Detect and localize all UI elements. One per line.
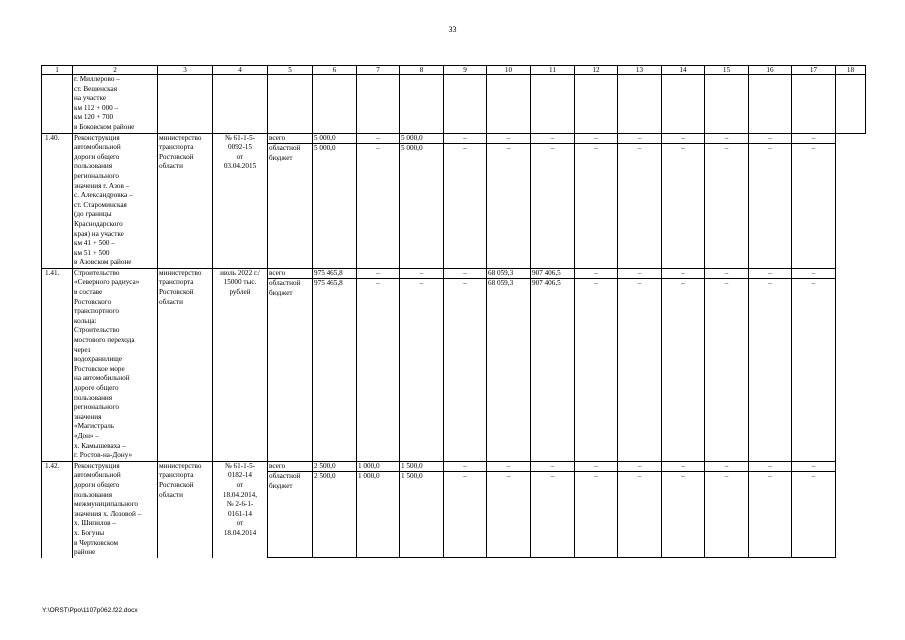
object-name-line: Строительство bbox=[74, 268, 120, 277]
table-row bbox=[42, 133, 866, 144]
object-name-line: на участке bbox=[74, 94, 107, 103]
column-number: 10 bbox=[487, 66, 531, 75]
document-ref-line: 03.04.2015 bbox=[223, 162, 257, 171]
amount-cell: 1 000,0 bbox=[357, 472, 400, 558]
amount-cell: 5 000,0 bbox=[400, 133, 444, 144]
document-ref-line: 0092-15 bbox=[228, 143, 252, 152]
object-name-line: «Дон» – bbox=[74, 431, 99, 440]
column-number: 16 bbox=[749, 66, 792, 75]
amount-cell: – bbox=[705, 144, 749, 269]
empty-cell bbox=[575, 75, 618, 134]
amount-cell: – bbox=[749, 144, 792, 269]
amount-cell: – bbox=[749, 461, 792, 472]
amount-cell: – bbox=[749, 279, 792, 461]
object-name-line: в Чертковском bbox=[74, 538, 119, 547]
amount-cell: – bbox=[618, 133, 662, 144]
document-ref-line: 0161-14 bbox=[228, 509, 252, 518]
column-number: 2 bbox=[73, 66, 158, 75]
object-name-line: Реконструкция bbox=[74, 461, 120, 470]
document-ref-line: 18.04.2014, bbox=[222, 490, 258, 499]
executor-line: транспорта bbox=[159, 471, 194, 480]
empty-cell bbox=[158, 75, 213, 134]
executor-line: транспорта bbox=[159, 143, 194, 152]
amount-cell: – bbox=[705, 268, 749, 279]
continuation-row bbox=[42, 75, 866, 134]
object-name-line: значения bbox=[74, 412, 102, 421]
executor-line: транспорта bbox=[159, 278, 194, 287]
amount-cell: 1 500,0 bbox=[400, 472, 444, 558]
amount-cell: – bbox=[487, 144, 531, 269]
amount-cell: – bbox=[618, 268, 662, 279]
document-ref-line: 18.04.2014 bbox=[223, 528, 257, 537]
funding-source bbox=[268, 461, 313, 472]
document-ref-line: от bbox=[236, 519, 244, 528]
object-name-line: регионального bbox=[74, 403, 119, 412]
amount-cell: 5 000,0 bbox=[313, 133, 357, 144]
empty-cell bbox=[662, 75, 705, 134]
object-name-line: (до границы bbox=[74, 210, 112, 219]
funding-source-line: бюджет bbox=[269, 153, 293, 162]
amount-cell: 975 465,8 bbox=[313, 268, 357, 279]
object-name-line: значения х. Лозовой – bbox=[74, 509, 142, 518]
document-ref-line: от bbox=[236, 152, 244, 161]
object-name-line: водохранилище bbox=[74, 355, 123, 364]
empty-cell bbox=[531, 75, 575, 134]
executor-line: Ростовской bbox=[159, 288, 194, 297]
document-ref-line: 0182-14 bbox=[228, 471, 252, 480]
amount-cell: – bbox=[575, 268, 618, 279]
object-name-line: края) на участке bbox=[74, 229, 124, 238]
amount-cell: – bbox=[400, 279, 444, 461]
object-name-line: с. Александровка – bbox=[74, 191, 133, 200]
amount-cell: – bbox=[705, 472, 749, 558]
amount-cell: – bbox=[575, 472, 618, 558]
amount-cell: – bbox=[487, 461, 531, 472]
empty-cell bbox=[400, 75, 444, 134]
object-name-line: в составе bbox=[74, 288, 103, 297]
executor bbox=[158, 461, 213, 557]
executor-line: Ростовской bbox=[159, 152, 194, 161]
column-number: 6 bbox=[313, 66, 357, 75]
amount-cell: – bbox=[792, 279, 836, 461]
column-number: 17 bbox=[792, 66, 836, 75]
amount-cell: 5 000,0 bbox=[400, 144, 444, 269]
amount-cell: 1 000,0 bbox=[357, 461, 400, 472]
column-number-row bbox=[42, 66, 866, 75]
executor bbox=[158, 268, 213, 461]
amount-cell: – bbox=[531, 472, 575, 558]
object-name-line: через bbox=[74, 345, 91, 354]
funding-source-line: всего bbox=[269, 461, 286, 470]
object-name-line: в Боковском районе bbox=[74, 122, 135, 131]
object-name-line: км 51 + 500 bbox=[74, 248, 110, 257]
amount-cell: 907 406,5 bbox=[531, 268, 575, 279]
empty-cell bbox=[705, 75, 749, 134]
empty-cell bbox=[444, 75, 487, 134]
amount-cell: 68 059,3 bbox=[487, 268, 531, 279]
executor-line: министерство bbox=[159, 268, 202, 277]
object-name-line: в Азовском районе bbox=[74, 258, 132, 267]
amount-cell: – bbox=[400, 268, 444, 279]
column-number: 8 bbox=[400, 66, 444, 75]
empty-cell bbox=[749, 75, 792, 134]
amount-cell: – bbox=[662, 144, 705, 269]
object-name-line: значения г. Азов – bbox=[74, 181, 130, 190]
document-ref-line: от bbox=[236, 480, 244, 489]
amount-cell: 68 059,3 bbox=[487, 279, 531, 461]
program-table bbox=[41, 65, 866, 558]
column-number: 5 bbox=[268, 66, 313, 75]
amount-cell: – bbox=[357, 144, 400, 269]
object-name-line: ст. Староминская bbox=[74, 200, 127, 209]
empty-cell bbox=[357, 75, 400, 134]
amount-cell: 2 500,0 bbox=[313, 461, 357, 472]
object-name-line: дороге общего bbox=[74, 384, 119, 392]
amount-cell: – bbox=[487, 133, 531, 144]
column-number: 15 bbox=[705, 66, 749, 75]
object-name-line: пользования bbox=[74, 393, 113, 402]
amount-cell: – bbox=[705, 279, 749, 461]
empty-cell bbox=[618, 75, 662, 134]
column-number: 12 bbox=[575, 66, 618, 75]
empty-cell bbox=[213, 75, 268, 134]
amount-cell: – bbox=[575, 144, 618, 269]
executor-line: Ростовской bbox=[159, 480, 194, 489]
amount-cell: – bbox=[444, 133, 487, 144]
funding-source-line: областной bbox=[269, 144, 301, 153]
amount-cell: – bbox=[792, 472, 836, 558]
amount-cell: – bbox=[662, 461, 705, 472]
amount-cell: – bbox=[662, 279, 705, 461]
amount-cell: 907 406,5 bbox=[531, 279, 575, 461]
amount-cell: – bbox=[749, 268, 792, 279]
column-number: 9 bbox=[444, 66, 487, 75]
executor bbox=[158, 133, 213, 268]
funding-source-line: областной bbox=[269, 472, 301, 481]
object-name-line: дороги общего bbox=[74, 480, 120, 489]
object-name-line: км 41 + 500 – bbox=[74, 239, 115, 248]
object-name-line: «Магистраль bbox=[74, 422, 115, 431]
object-name bbox=[73, 268, 158, 461]
row-number: 1.41. bbox=[42, 268, 73, 461]
object-name-line: Реконструкция bbox=[74, 133, 120, 142]
object-name bbox=[73, 461, 158, 557]
amount-cell: – bbox=[575, 279, 618, 461]
executor-line: министерство bbox=[159, 133, 202, 142]
funding-source-line: областной bbox=[269, 279, 301, 288]
amount-cell: – bbox=[618, 144, 662, 269]
column-number: 18 bbox=[836, 66, 866, 75]
column-number: 4 bbox=[213, 66, 268, 75]
document-ref bbox=[213, 133, 268, 268]
empty-cell bbox=[487, 75, 531, 134]
executor-line: области bbox=[159, 297, 184, 306]
amount-cell: – bbox=[705, 133, 749, 144]
amount-cell: – bbox=[618, 279, 662, 461]
object-name-line: х. Камышеваха – bbox=[74, 441, 126, 450]
object-name-line: дороги общего bbox=[74, 152, 120, 161]
amount-cell: – bbox=[444, 461, 487, 472]
amount-cell: 975 465,8 bbox=[313, 279, 357, 461]
object-name-line: км 120 + 700 bbox=[74, 113, 114, 122]
object-name-line: пользования bbox=[74, 162, 113, 171]
document-ref-line: № 61-1-5- bbox=[224, 133, 256, 142]
column-number: 13 bbox=[618, 66, 662, 75]
funding-source-line: бюджет bbox=[269, 481, 293, 490]
object-name-line: г. Ростов-на-Дону» bbox=[74, 451, 133, 460]
amount-cell: – bbox=[575, 133, 618, 144]
amount-cell: – bbox=[618, 472, 662, 558]
funding-source-line: всего bbox=[269, 268, 286, 277]
funding-source bbox=[268, 268, 313, 279]
amount-cell: – bbox=[357, 279, 400, 461]
column-number: 3 bbox=[158, 66, 213, 75]
object-name-line: км 112 + 000 – bbox=[74, 103, 119, 112]
amount-cell: – bbox=[575, 461, 618, 472]
amount-cell: – bbox=[705, 461, 749, 472]
amount-cell: – bbox=[792, 268, 836, 279]
amount-cell: 1 500,0 bbox=[400, 461, 444, 472]
amount-cell: – bbox=[792, 144, 836, 269]
object-name-line: на автомобильной bbox=[74, 374, 130, 383]
amount-cell: 2 500,0 bbox=[313, 472, 357, 558]
funding-source bbox=[268, 472, 313, 558]
object-name-line: х. Шипилов – bbox=[74, 519, 116, 528]
funding-source bbox=[268, 279, 313, 461]
amount-cell: – bbox=[444, 144, 487, 269]
object-name-line: межмуниципального bbox=[74, 500, 138, 509]
empty-cell bbox=[313, 75, 357, 134]
empty-cell bbox=[268, 75, 313, 134]
executor-line: министерство bbox=[159, 461, 202, 470]
executor-line: области bbox=[159, 490, 184, 499]
object-name-line: «Северного радиуса» bbox=[74, 278, 140, 287]
funding-source bbox=[268, 133, 313, 144]
table-row bbox=[42, 268, 866, 279]
executor-line: области bbox=[159, 162, 184, 171]
row-number: 1.42. bbox=[42, 461, 73, 557]
document-ref-line: рублей bbox=[229, 288, 251, 297]
amount-cell: – bbox=[357, 268, 400, 279]
amount-cell: – bbox=[792, 461, 836, 472]
funding-source-line: бюджет bbox=[269, 289, 293, 298]
amount-cell: – bbox=[444, 279, 487, 461]
amount-cell: – bbox=[749, 472, 792, 558]
amount-cell: – bbox=[662, 472, 705, 558]
amount-cell: – bbox=[444, 268, 487, 279]
column-number: 14 bbox=[662, 66, 705, 75]
amount-cell: – bbox=[662, 133, 705, 144]
object-name-line: Ростовского bbox=[74, 297, 112, 306]
document-ref-line: июль 2022 г./ bbox=[220, 268, 260, 277]
object-name-line: ст. Вешенская bbox=[74, 84, 118, 93]
document-ref-line: № 61-1-5- bbox=[224, 461, 256, 470]
object-name-line: мостового перехода bbox=[74, 336, 135, 345]
amount-cell: – bbox=[531, 144, 575, 269]
object-name bbox=[73, 133, 158, 268]
column-number: 11 bbox=[531, 66, 575, 75]
table-row bbox=[42, 461, 866, 472]
object-name-line: Краснодарского bbox=[74, 219, 123, 228]
amount-cell: – bbox=[531, 461, 575, 472]
object-name-line: пользования bbox=[74, 490, 113, 499]
amount-cell: – bbox=[487, 472, 531, 558]
object-name-line: Ростовское море bbox=[74, 364, 125, 373]
document-ref bbox=[213, 461, 268, 557]
amount-cell: – bbox=[618, 461, 662, 472]
object-name-line: регионального bbox=[74, 171, 119, 180]
column-number: 7 bbox=[357, 66, 400, 75]
amount-cell: – bbox=[749, 133, 792, 144]
object-name-line: районе bbox=[74, 548, 96, 557]
object-name-line: автомобильной bbox=[74, 471, 121, 480]
object-name-line: Строительство bbox=[74, 326, 120, 335]
funding-source bbox=[268, 144, 313, 269]
amount-cell: – bbox=[531, 133, 575, 144]
object-name-line: х. Богуны bbox=[74, 528, 105, 537]
funding-source-line: всего bbox=[269, 133, 286, 142]
amount-cell: – bbox=[357, 133, 400, 144]
column-number: 1 bbox=[42, 66, 73, 75]
document-path: Y:\ORST\Ppo\1107p062.f22.docx bbox=[42, 607, 138, 614]
amount-cell: – bbox=[662, 268, 705, 279]
empty-cell bbox=[836, 75, 866, 134]
amount-cell: – bbox=[444, 472, 487, 558]
document-ref bbox=[213, 268, 268, 461]
row-number: 1.40. bbox=[42, 133, 73, 268]
empty-cell bbox=[792, 75, 836, 134]
object-name bbox=[73, 75, 158, 134]
object-name-line: транспортного bbox=[74, 307, 119, 316]
empty-cell bbox=[42, 75, 73, 134]
amount-cell: 5 000,0 bbox=[313, 144, 357, 269]
document-ref-line: № 2-6-1- bbox=[226, 500, 254, 509]
page-number: 33 bbox=[448, 25, 457, 34]
amount-cell: – bbox=[792, 133, 836, 144]
object-name-line: кольца: bbox=[74, 316, 97, 325]
object-name-line: г. Миллерово – bbox=[74, 75, 120, 83]
document-ref-line: 15000 тыс. bbox=[223, 278, 257, 287]
object-name-line: автомобильной bbox=[74, 143, 121, 152]
